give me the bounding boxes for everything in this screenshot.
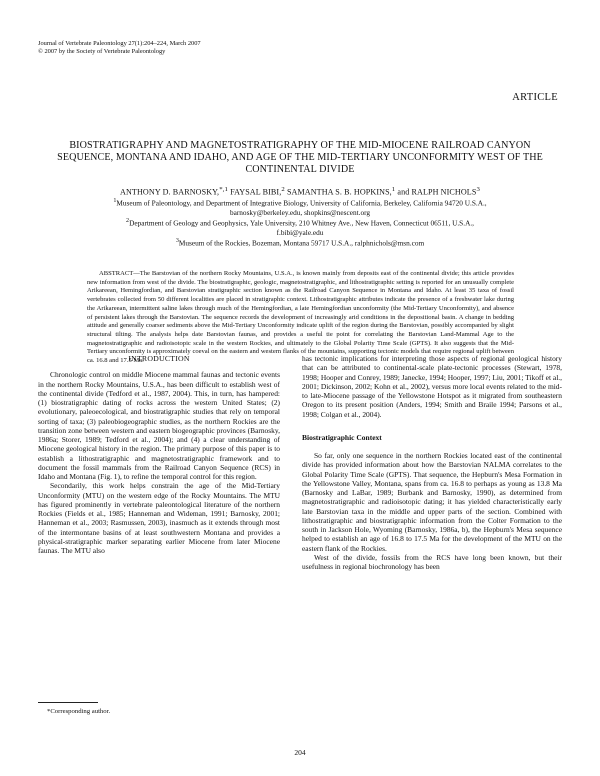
biostrat-paragraph-1: So far, only one sequence in the northern Rockies located east of the continental divide has provided information about how the Barstovian NALMA correlates to the Global Polarity Time Scale (GPTS). That sequence, the Hepburn's Mesa Formation in the Yellowstone Valley, Montana, spans from ca. 16.8 to perhaps as young as 13.8 Ma (Barnosky and LaBar, 1989; Burbank and Barnosky, 1990), as determined from magnetostratigraphic and radioisotopic dating; it has yielded characteristically early late Barstovian taxa in the middle and upper parts of the section. Combined with lithostratigraphic and biostratigraphic information from the Colter Formation to the south in Jackson Hole, Wyoming (Barnosky, 1986a, b), the Hepburn's Mesa sequence helped to establish an age of 16.8 to 17.5 Ma for the development of the MTU on the eastern flank of the Rockies. xyxy=(302,451,562,553)
affiliation-3-marker: 3 xyxy=(175,238,179,245)
affiliations xyxy=(40,197,560,248)
affiliation-1-emails: barnosky@berkeley.edu, shopkins@nescent.org xyxy=(229,207,371,217)
journal-line-2: © 2007 by the Society of Vertebrate Paleontology xyxy=(38,47,166,55)
biostrat-paragraph-2: West of the divide, fossils from the RCS have long been known, but their usefulness in regional biochronology has been xyxy=(302,552,562,571)
author-4-affiliation: 3 xyxy=(476,186,480,193)
left-column xyxy=(38,354,280,555)
author-3: SAMANTHA S. B. HOPKINS, xyxy=(286,187,392,197)
author-2-affiliation: 2 xyxy=(281,186,285,193)
biostratigraphic-context-heading: Biostratigraphic Context xyxy=(302,432,382,442)
intro-paragraph-1: Chronologic control on middle Miocene mammal faunas and tectonic events in the northern Rocky Mountains, U.S.A., has been difficult to establish west of the continental divide (Tedford et al., 1987, 2004). This, in turn, has hampered: (1) biostratigraphic dating of rocks across the western United States; (2) evolutionary, paleoecological, and biostratigraphic studies that rely on temporal sorting of taxa; (3) paleobiogeographic studies, as the northern Rockies are the transition zone between western and eastern biogeographic provinces (Barnosky, 1986a; Storer, 1989; Tedford et al., 2004); and (4) a clear understanding of Miocene geological history in the region. The primary purpose of this paper is to establish a lithostratigraphic and magnetostratigraphic framework and to document the fossil mammals from the Railroad Canyon Sequence (RCS) in Idaho and Montana (Fig. 1), to refine the temporal control for this region. xyxy=(38,370,280,481)
journal-line-1: Journal of Vertebrate Paleontology 27(1):204–224, March 2007 xyxy=(38,40,201,47)
affiliation-2-email: f.bibi@yale.edu xyxy=(276,228,324,238)
author-list xyxy=(40,186,560,197)
abstract: ABSTRACT—The Barstovian of the northern Rocky Mountains, U.S.A., is known mainly from deposits east of the continental divide; this article provides new information from west of the divide. The biostratigraphic, geologic, magnetostratigraphic, and lithostratigraphic setting is reported for an unusually complete Arikareean, Hemingfordian, and Barstovian stratigraphic section known as the Railroad Canyon Sequence in Montana and Idaho. At least 35 taxa of fossil vertebrates collected from 50 different localities are placed in stratigraphic context. Lithostratigraphic attributes indicate the presence of a freshwater lake during the Arikareean, intermittent saline lakes through much of the Hemingfordian, a late Hemingfordian unconformity (the Mid-Tertiary Unconformity), and absence of persistent lakes through the Barstovian. The sequence records the development of increasingly arid conditions in the depositional basin. A change in bedding attitude and generally coarser sediments above the Mid-Tertiary Unconformity indicate uplift of the region during the Barstovian, possibly accompanied by slight structural tilting. The analysis helps date Barstovian faunas, and provides a useful tie point for correlating the Barstovian Land-Mammal Age to the magnetostratigraphic and radioisotopic scale in the western Rockies, and ultimately to the Global Polarity Time Scale (GPTS). It also suggests that the Mid-Tertiary unconformity is approximately coeval on the eastern and western flanks of the mountains, supporting tectonic models that require regional uplift between ca. 16.8 and 17.5 Ma. xyxy=(87,270,514,365)
affiliation-2 xyxy=(40,217,560,228)
article-type-label: ARTICLE xyxy=(512,92,558,103)
affiliation-1 xyxy=(40,197,560,208)
affiliation-3 xyxy=(40,237,560,248)
author-3-affiliation: 1 xyxy=(391,186,396,193)
footnote-corresponding-author: *Corresponding author. xyxy=(47,708,111,715)
page-number: 204 xyxy=(294,748,306,757)
author-2: FAYSAL BIBI, xyxy=(230,187,282,197)
affiliation-2-text: Department of Geology and Geophysics, Yale University, 210 Whitney Ave., New Haven, Connecticut 06511, U.S.A., xyxy=(129,218,474,228)
affiliation-1-marker: 1 xyxy=(113,198,117,204)
intro-paragraph-2: Secondarily, this work helps constrain the age of the Mid-Tertiary Unconformity (MTU) on the western edge of the Rocky Mountains. The MTU has figured prominently in vertebrate paleontological literature of the northern Rockies (Fields et al., 1985; Hanneman and Wideman, 1991; Barnosky, 2001; Hanneman et al., 2003; Rasmussen, 2003), inasmuch as it extends through most of the intermontane basins of at least southwestern Montana and provides a physical-stratigraphic marker separating earlier Miocene from later Miocene faunas. The MTU also xyxy=(38,481,280,555)
author-1: ANTHONY D. BARNOSKY, xyxy=(120,187,220,197)
introduction-heading: INTRODUCTION xyxy=(128,354,190,363)
right-column xyxy=(302,354,562,571)
footnote-rule xyxy=(38,702,98,703)
author-1-affiliation: *,1 xyxy=(219,186,228,193)
intro-paragraph-3: has tectonic implications for interpreting those aspects of regional geological history that can be attributed to continental-scale plate-tectonic processes (Stewart, 1978, 1998; Hooper and Conrey, 1989; Janecke, 1994; Hooper, 1997; Liu, 2001; Tikoff et al., 2001; Dickinson, 2002; Kohn et al., 2002), versus more local events related to the mid- to late-Miocene passage of the Yellowstone Hotspot as it migrated from southeastern Oregon to its present position (Anders, 1994; Smith and Braile 1994; Parsons et al., 1998; Colgan et al., 2004). xyxy=(302,354,562,419)
journal-citation xyxy=(38,40,201,55)
affiliation-1-text: Museum of Paleontology, and Department of Integrative Biology, University of California, Berkeley, California 94720 U.S.A., xyxy=(116,198,487,208)
author-4: and RALPH NICHOLS xyxy=(397,187,477,197)
paper-title: BIOSTRATIGRAPHY AND MAGNETOSTRATIGRAPHY OF THE MID-MIOCENE RAILROAD CANYON SEQUENCE, MONTANA AND IDAHO, AND AGE OF THE MID-TERTIARY UNCONFORMITY WEST OF THE CONTINENTAL DIVIDE xyxy=(57,140,543,175)
affiliation-2-marker: 2 xyxy=(126,218,130,225)
affiliation-3-text: Museum of the Rockies, Bozeman, Montana 59717 U.S.A., ralphnichols@msn.com xyxy=(178,238,425,248)
